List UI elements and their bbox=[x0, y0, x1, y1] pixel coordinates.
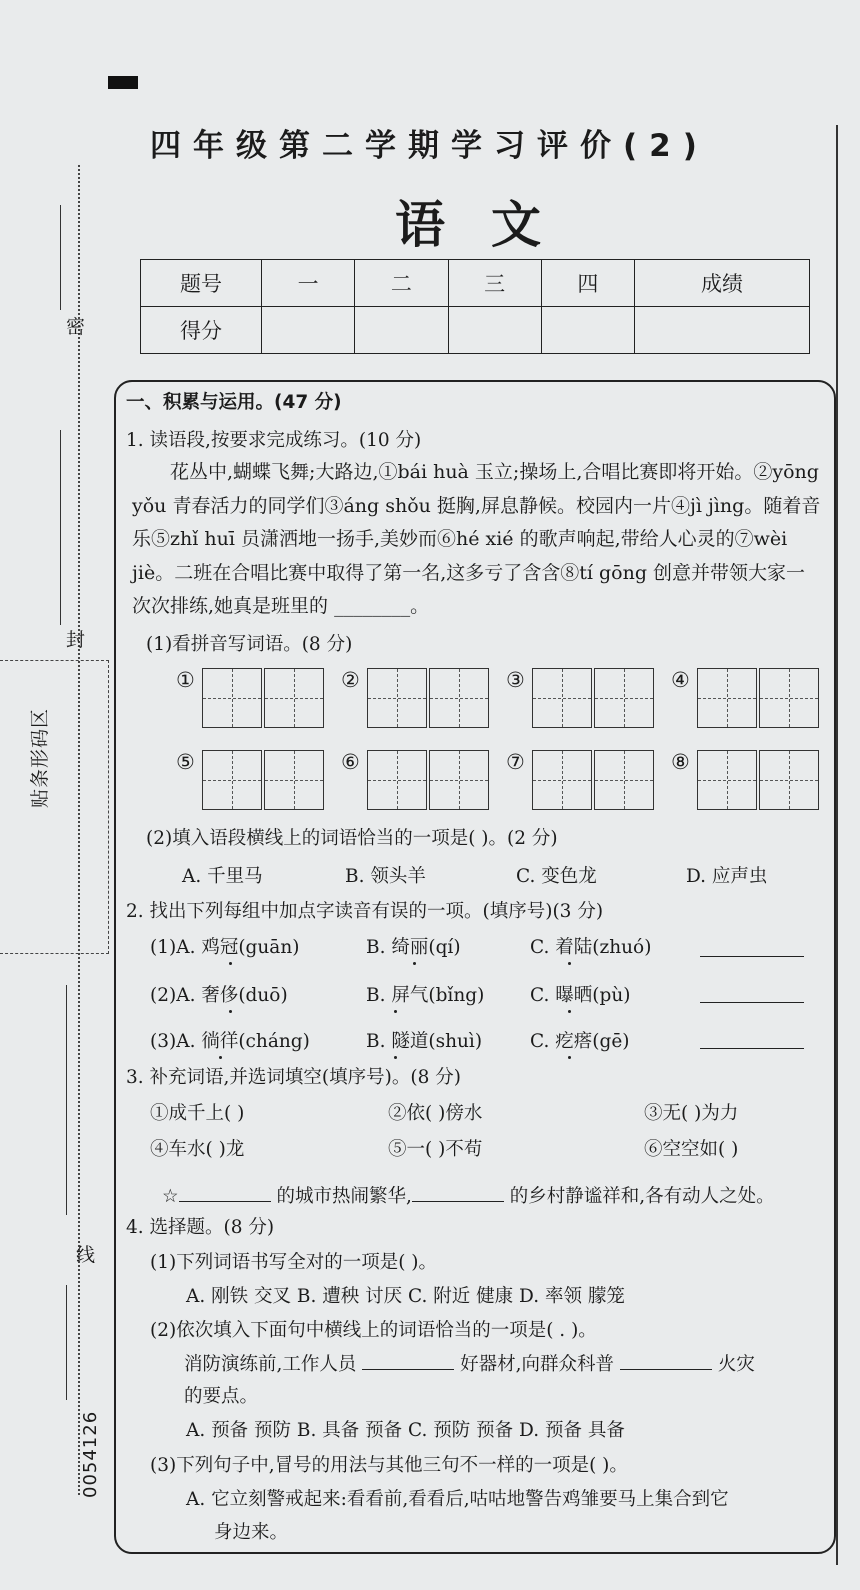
q4-s2-blank-1[interactable] bbox=[362, 1369, 454, 1370]
q4-s2-line2: 的要点。 bbox=[184, 1386, 259, 1407]
writing-box[interactable] bbox=[429, 750, 489, 810]
binding-label-mi: 密 bbox=[66, 316, 86, 338]
star-icon: ☆ bbox=[162, 1186, 179, 1207]
q4-s3-option-a-cont: 身边来。 bbox=[214, 1522, 289, 1543]
writing-box[interactable] bbox=[367, 750, 427, 810]
writing-box[interactable] bbox=[264, 668, 324, 728]
q2-answer-line-1[interactable] bbox=[700, 956, 804, 957]
q3-item-3: ③无( )为力 bbox=[644, 1103, 739, 1124]
q1-passage: 花丛中,蝴蝶飞舞;大路边,①bái huà 玉立;操场上,合唱比赛即将开始。②yōng yǒu 青春活力的同学们③áng shǒu 挺胸,屏息静候。校园内一片④jì jìng。随着音乐⑤zhǐ huī 员潇洒地一扬手,美妙而⑥hé xié 的歌声响起,带给人心灵的⑦wèi jiè。二班在合唱比赛中取得了第一名,这多亏了含含⑧tí gōng 创意并带领大家一次次排练,她真是班里的 ________。 bbox=[132, 461, 821, 617]
binding-solid-line-4 bbox=[66, 1285, 67, 1400]
score-table bbox=[140, 259, 810, 354]
q4-s3-option-a: A. 它立刻警戒起来:看看前,看看后,咕咕地警告鸡雏要马上集合到它 bbox=[186, 1489, 729, 1510]
writing-box[interactable] bbox=[697, 668, 757, 728]
q4-s1: (1)下列词语书写全对的一项是( )。 bbox=[150, 1252, 438, 1273]
subject-title: 语文 bbox=[395, 196, 587, 254]
grid-label: ② bbox=[341, 668, 360, 692]
q3-fill-a: 的城市热闹繁华, bbox=[276, 1186, 412, 1207]
writing-box[interactable] bbox=[202, 668, 262, 728]
emphasis-dot bbox=[568, 1010, 571, 1013]
q3-item-2: ②依( )傍水 bbox=[388, 1103, 483, 1124]
score-cell[interactable] bbox=[635, 307, 810, 354]
q4-s2-part-a: 消防演练前,工作人员 bbox=[184, 1354, 357, 1375]
q1-option-a[interactable]: A. 千里马 bbox=[182, 866, 263, 887]
writing-box[interactable] bbox=[532, 750, 592, 810]
exam-title: 四年级第二学期学习评价(2) bbox=[150, 128, 709, 164]
binding-solid-line-2 bbox=[60, 430, 61, 625]
score-col-3: 三 bbox=[448, 260, 541, 307]
grid-label: ① bbox=[176, 668, 195, 692]
score-col-total: 成绩 bbox=[635, 260, 810, 307]
q2-row3-b: B. 隧道(shuì) bbox=[366, 1031, 483, 1052]
score-col-1: 一 bbox=[262, 260, 355, 307]
q3-title: 3. 补充词语,并选词填空(填序号)。(8 分) bbox=[126, 1067, 461, 1088]
score-cell[interactable] bbox=[541, 307, 634, 354]
q3-item-5: ⑤一( )不苟 bbox=[388, 1139, 483, 1160]
emphasis-dot bbox=[568, 962, 571, 965]
q2-answer-line-3[interactable] bbox=[700, 1048, 804, 1049]
q1-sub1: (1)看拼音写词语。(8 分) bbox=[146, 634, 353, 655]
grid-label: ⑤ bbox=[176, 750, 195, 774]
writing-box[interactable] bbox=[532, 668, 592, 728]
q2-row1-b: B. 绮丽(qí) bbox=[366, 937, 461, 958]
q1-option-b[interactable]: B. 领头羊 bbox=[345, 866, 426, 887]
score-cell[interactable] bbox=[262, 307, 355, 354]
q1-option-d[interactable]: D. 应声虫 bbox=[686, 866, 768, 887]
q1-title: 1. 读语段,按要求完成练习。(10 分) bbox=[126, 430, 422, 451]
emphasis-dot bbox=[394, 1056, 397, 1059]
binding-solid-line-3 bbox=[66, 985, 67, 1215]
q3-fill-sentence bbox=[162, 1186, 775, 1208]
q2-answer-line-2[interactable] bbox=[700, 1002, 804, 1003]
q2-row1-c: C. 着陆(zhuó) bbox=[530, 937, 652, 958]
q2-row3-a: (3)A. 徜徉(cháng) bbox=[150, 1031, 310, 1052]
q4-s2-part-c: 火灾 bbox=[717, 1354, 755, 1375]
grid-label: ④ bbox=[671, 668, 690, 692]
emphasis-dot bbox=[229, 1010, 232, 1013]
q2-title: 2. 找出下列每组中加点字读音有误的一项。(填序号)(3 分) bbox=[126, 901, 604, 922]
section-heading: 一、积累与运用。(47 分) bbox=[126, 392, 342, 413]
q4-s1-options: A. 刚铁 交叉 B. 遭秧 讨厌 C. 附近 健康 D. 率领 朦笼 bbox=[186, 1286, 625, 1307]
emphasis-dot bbox=[413, 962, 416, 965]
grid-label: ⑥ bbox=[341, 750, 360, 774]
pinyin-grid-row-2 bbox=[176, 750, 836, 810]
barcode-label: 贴条形码区 bbox=[29, 707, 51, 808]
writing-box[interactable] bbox=[594, 668, 654, 728]
grid-label: ③ bbox=[506, 668, 525, 692]
q2-row2-a: (2)A. 奢侈(duō) bbox=[150, 985, 288, 1006]
score-cell[interactable] bbox=[448, 307, 541, 354]
score-cell[interactable] bbox=[355, 307, 448, 354]
barcode-area bbox=[0, 660, 109, 954]
writing-box[interactable] bbox=[264, 750, 324, 810]
q4-s2-blank-2[interactable] bbox=[620, 1369, 712, 1370]
writing-box[interactable] bbox=[367, 668, 427, 728]
emphasis-dot bbox=[394, 1010, 397, 1013]
q3-item-6: ⑥空空如( ) bbox=[644, 1139, 739, 1160]
emphasis-dot bbox=[568, 1056, 571, 1059]
pinyin-grid-row-1 bbox=[176, 668, 836, 728]
score-header-label: 题号 bbox=[141, 260, 262, 307]
writing-box[interactable] bbox=[429, 668, 489, 728]
q4-title: 4. 选择题。(8 分) bbox=[126, 1217, 275, 1238]
score-row-label: 得分 bbox=[141, 307, 262, 354]
binding-solid-line-1 bbox=[60, 205, 61, 310]
right-edge-line bbox=[836, 125, 838, 1565]
binding-label-feng: 封 bbox=[66, 629, 86, 651]
serial-number: 0054126 bbox=[80, 1410, 101, 1498]
q2-row1-a: (1)A. 鸡冠(guān) bbox=[150, 937, 300, 958]
score-col-4: 四 bbox=[541, 260, 634, 307]
q4-s2-sentence bbox=[184, 1354, 755, 1376]
q3-fill-b: 的乡村静谧祥和,各有动人之处。 bbox=[509, 1186, 775, 1207]
writing-box[interactable] bbox=[202, 750, 262, 810]
writing-box[interactable] bbox=[759, 668, 819, 728]
score-col-2: 二 bbox=[355, 260, 448, 307]
q4-s2-part-b: 好器材,向群众科普 bbox=[460, 1354, 615, 1375]
q3-blank-2[interactable] bbox=[412, 1201, 504, 1202]
q3-item-1: ①成千上( ) bbox=[150, 1103, 245, 1124]
q3-blank-1[interactable] bbox=[179, 1201, 271, 1202]
writing-box[interactable] bbox=[697, 750, 757, 810]
registration-mark bbox=[108, 76, 138, 89]
q4-s2-options: A. 预备 预防 B. 具备 预备 C. 预防 预备 D. 预备 具备 bbox=[186, 1420, 625, 1441]
writing-box[interactable] bbox=[759, 750, 819, 810]
emphasis-dot bbox=[219, 1056, 222, 1059]
q1-sub2: (2)填入语段横线上的词语恰当的一项是( )。(2 分) bbox=[146, 828, 558, 849]
q4-s2: (2)依次填入下面句中横线上的词语恰当的一项是( . )。 bbox=[150, 1320, 597, 1341]
writing-box[interactable] bbox=[594, 750, 654, 810]
q1-option-c[interactable]: C. 变色龙 bbox=[516, 866, 597, 887]
grid-label: ⑧ bbox=[671, 750, 690, 774]
q4-s3: (3)下列句子中,冒号的用法与其他三句不一样的一项是( )。 bbox=[150, 1455, 628, 1476]
q2-row3-c: C. 疙瘩(gē) bbox=[530, 1031, 630, 1052]
q2-row2-b: B. 屏气(bǐng) bbox=[366, 985, 485, 1006]
q3-item-4: ④车水( )龙 bbox=[150, 1139, 245, 1160]
q2-row2-c: C. 曝晒(pù) bbox=[530, 985, 631, 1006]
binding-label-xian: 线 bbox=[76, 1244, 96, 1266]
emphasis-dot bbox=[229, 962, 232, 965]
grid-label: ⑦ bbox=[506, 750, 525, 774]
